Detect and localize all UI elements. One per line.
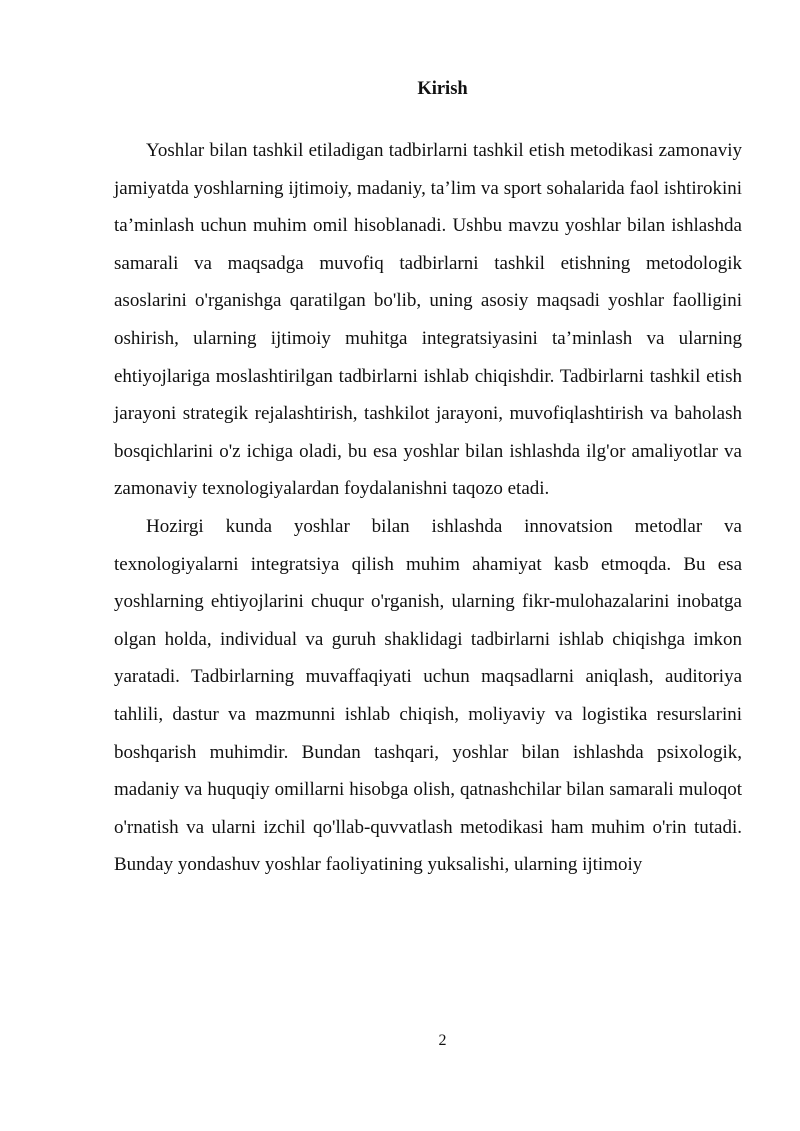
paragraph-2: Hozirgi kunda yoshlar bilan ishlashda innovatsion metodlar va texnologiyalarni integratsiya qilish muhim ahamiyat kasb etmoqda. Bu esa yoshlarning ehtiyojlarini chuqur o'rganish, ularning fikr-mulohazalarini inobatga olgan holda, individual va guruh shaklidagi tadbirlarni ishlab chiqishga imkon yaratadi. Tadbirlarning muvaffaqiyati uchun maqsadlarni aniqlash, auditoriya tahlili, dastur va mazmunni ishlab chiqish, moliyaviy va logistika resurslarini boshqarish muhimdir. Bundan tashqari, yoshlar bilan ishlashda psixologik, madaniy va huquqiy omillarni hisobga olish, qatnashchilar bilan samarali muloqot o'rnatish va ularni izchil qo'llab-quvvatlash metodikasi ham muhim o'rin tutadi. Bunday yondashuv yoshlar faoliyatining yuksalishi, ularning ijtimoiy bbox=[114, 515, 742, 876]
paragraph-1: Yoshlar bilan tashkil etiladigan tadbirlarni tashkil etish metodikasi zamonaviy jamiyatda yoshlarning ijtimoiy, madaniy, ta’lim va sport sohalarida faol ishtirokini ta’minlash uchun muhim omil hisoblanadi. Ushbu mavzu yoshlar bilan ishlashda samarali va maqsadga muvofiq tadbirlarni tashkil etishning metodologik asoslarini o'rganishga qaratilgan bo'lib, uning asosiy maqsadi yoshlar faolligini oshirish, ularning ijtimoiy muhitga integratsiyasini ta’minlash va ularning ehtiyojlariga moslashtirilgan tadbirlarni ishlab chiqishdir. Tadbirlarni tashkil etish jarayoni strategik rejalashtirish, tashkilot jarayoni, muvofiqlashtirish va baholash bosqichlarini o'z ichiga oladi, bu esa yoshlar bilan ishlashda ilg'or amaliyotlar va zamonaviy texnologiyalardan foydalanishni taqozo etadi. bbox=[114, 140, 742, 500]
page-title: Kirish bbox=[417, 79, 468, 99]
body-text bbox=[114, 132, 742, 884]
page-number: 2 bbox=[438, 1032, 447, 1049]
